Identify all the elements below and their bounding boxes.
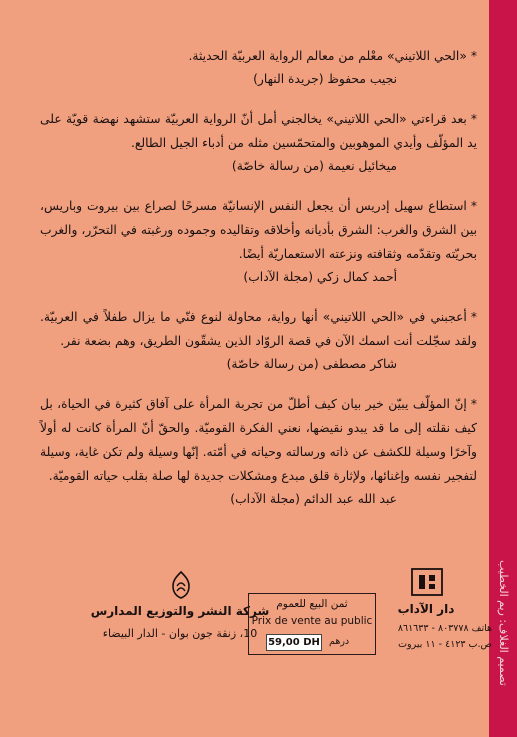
quote-block	[40, 305, 477, 375]
dar-aladab-logo-icon	[410, 567, 444, 597]
quote-block	[40, 194, 477, 288]
publisher-address: 10، زنقة جون بوان - الدار البيضاء	[102, 627, 258, 640]
quote-text: *أعجبني في «الحي اللاتيني» أنها رواية، محاولة لنوع فنّي ما يزال طفلاً في العربيّة. ولقد سجّلت أنت اسمك الآن في قصة الروّاد الذين يشقّون الطريق، وهم بضعة نفر.	[40, 310, 477, 348]
publisher-logo-icon	[168, 570, 194, 600]
quote-source: نجيب محفوظ (جريدة النهار)	[253, 72, 397, 86]
cover-design-credit: تصميم الغلاف: ريم الخطيب	[497, 559, 510, 686]
price-amount: 59,00 DH	[266, 634, 322, 651]
dar-aladab-phone: هاتف ٨٠٣٧٧٨ - ٨٦١٦٣٣	[397, 623, 492, 634]
quote-text: *استطاع سهيل إدريس أن يجعل النفس الإنسانيّة مسرحًا لصراع بين بيروت وباريس، بين الشرق والغرب: الشرق بأديانه وأخلاقه وتقاليده وجموده ورغبته في التحرّر، والغرب بحريّته وتقدّمه وثقافته ونزعته الاستعماريّة أيضًا.	[40, 199, 477, 261]
dar-aladab-name: دار الآداب	[397, 602, 455, 616]
quote-block	[40, 392, 477, 510]
price-currency-arabic: درهم	[329, 636, 350, 647]
quote-text: *«الحي اللاتيني» معْلم من معالم الرواية العربيّة الحديثة.	[188, 49, 477, 63]
quote-block	[40, 44, 477, 90]
price-label-french: Prix de vente au public	[251, 615, 373, 627]
quote-source: عبد الله عبد الدائم (مجلة الآداب)	[230, 492, 397, 506]
quote-source: شاكر مصطفى (من رسالة خاصّة)	[226, 357, 397, 371]
cover-spine-strip	[489, 0, 517, 737]
dar-aladab-pobox: ص.ب ٤١٢٣ - ١١ بيروت	[398, 639, 492, 650]
back-cover-footer	[0, 567, 492, 737]
quote-block	[40, 107, 477, 177]
quote-source: أحمد كمال زكي (مجلة الآداب)	[243, 270, 397, 284]
quote-source: ميخائيل نعيمة (من رسالة خاصّة)	[231, 159, 397, 173]
price-box	[248, 593, 376, 655]
publisher-name: شركة النشر والتوزيع المدارس	[90, 604, 270, 618]
quote-text: *إنّ المؤلّف يبيّن خير بيان كيف أطلّ من تجربة المرأة على آفاق كثيرة في الحياة، بل كيف نقلته إلى ما قد يبدو نقيضها، نعني الفكرة القوميّة. والحقّ أنّ المرأة كانت له أولاً وآخرًا وسيلة للكشف عن ذاته ورسالته وحياته في أمّته. إنّها وسيلة ولم تكن غاية، وسيلة لتفجير نفسه وإغنائها، ولإثارة قلق مبدع ومشكلات جديدة لها صلة بقلب حياته القوميّة.	[40, 397, 477, 483]
quotes-section	[40, 44, 477, 527]
price-label-arabic: ثمن البيع للعموم	[276, 598, 348, 610]
quote-text: *بعد قراءتي «الحي اللاتيني» يخالجني أمل أنّ الرواية العربيّة ستشهد نهضة قويّة على يد المؤلّف وأيدي الموهوبين والمتحمّسين مثله من أدباء الجيل الطالع.	[40, 112, 477, 150]
